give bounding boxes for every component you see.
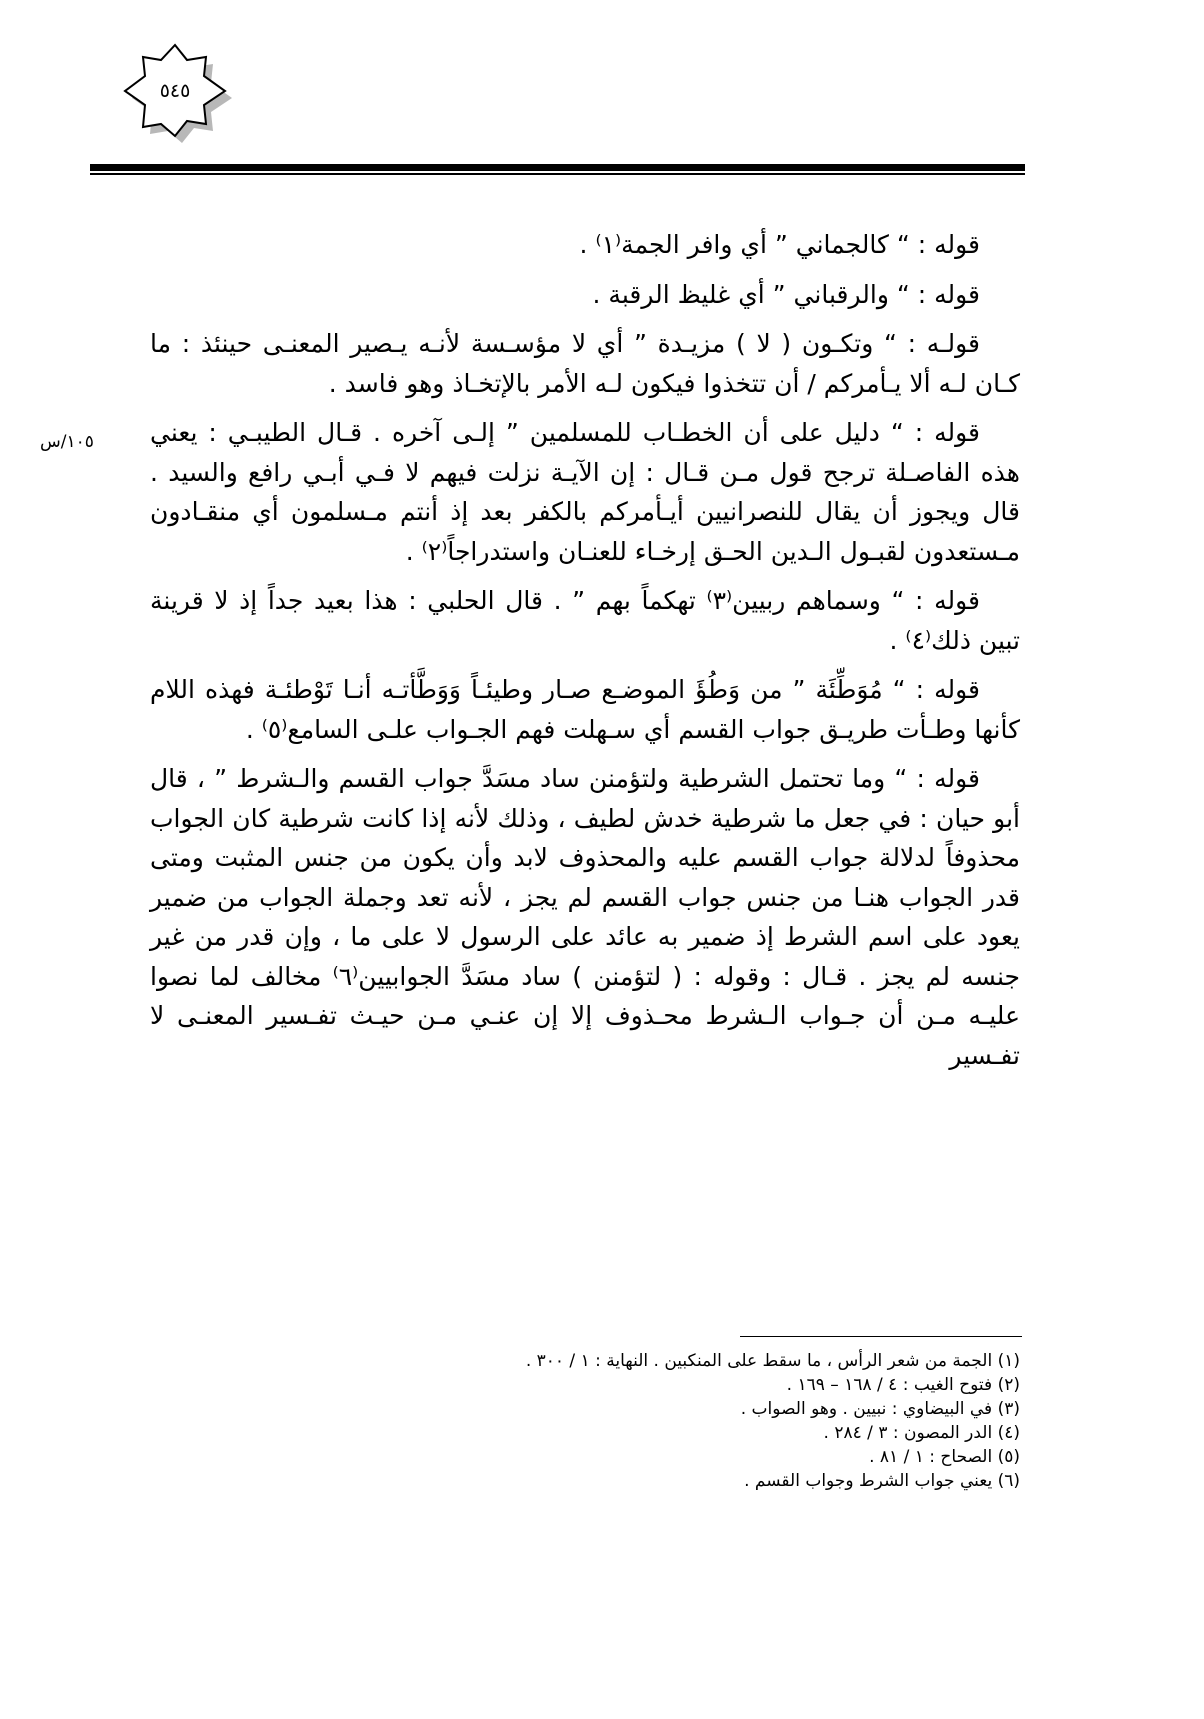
footnote: (١) الجمة من شعر الرأس ، ما سقط على المنكبين . النهاية : ١ / ٣٠٠ . xyxy=(525,1351,1020,1371)
footnotes xyxy=(150,1349,1020,1493)
page-number-badge xyxy=(105,40,245,155)
footnote-separator xyxy=(740,1336,1022,1337)
header-rule-thin xyxy=(90,173,1025,175)
footnote: (٣) في البيضاوي : نبيين . وهو الصواب . xyxy=(740,1399,1020,1419)
paragraph: قوله : “ دليل على أن الخطـاب للمسلمين ” إلـى آخره . قـال الطيبـي : يعني هذه الفاصـلة ترجح قول مـن قـال : إن الآيـة نزلت فيهم لا فـي أبـي رافع والسيد . قال ويجوز أن يقال للنصرانيين أيـأمركم بالكفر بعد إذ أنتم مـسلمون أي منقـادون مـستعدون لقبـول الـدين الحـق إرخـاء للعنـان واستدراجاً⁽٢⁾ . xyxy=(150,418,1020,566)
paragraph: قوله : “ والرقباني ” أي غليظ الرقبة . xyxy=(592,279,980,309)
paragraph: قولـه : “ وتكـون ( لا ) مزيـدة ” أي لا مؤسـسة لأنـه يـصير المعنـى حينئذ : ما كـان لـه ألا يـأمركم / أن تتخذوا فيكون لـه الأمر بالإتخـاذ وهو فاسد . xyxy=(150,329,1020,398)
paragraph: قوله : “ كالجماني ” أي وافر الجمة⁽١⁾ . xyxy=(579,230,980,259)
footnote: (٦) يعني جواب الشرط وجواب القسم . xyxy=(744,1471,1020,1491)
paragraph: قوله : “ وما تحتمل الشرطية ولتؤمنن ساد مسَدَّ جواب القسم والـشرط ” ، قال أبو حيان : في جعل ما شرطية خدش لطيف ، وذلك لأنه إذا كانت شرطية كان الجواب محذوفاً لدلالة جواب القسم عليه والمحذوف لابد وأن يكون من جنس المثبت ومتى قدر الجواب هنـا من جنس جواب القسم لم يجز ، لأنه تعد وجملة الجواب من ضمير يعود على اسم الشرط إذ ضمير به عائد على الرسول لا على ما ، وإن قدر من غير جنسه لم يجز . قـال : وقوله : ( لتؤمنن ) ساد مسَدَّ الجوابيين⁽٦⁾ مخالف لما نصوا عليـه مـن أن جـواب الـشرط محـذوف إلا إن عنـي مـن حيـث تفـسير المعنـى لا تفـسير xyxy=(150,764,1020,1070)
main-text xyxy=(150,225,1020,1085)
paragraph: قوله : “ مُوَطِّئَة ” من وَطُؤَ الموضـع صـار وطيئـاً وَوَطَّأتـه أنـا تَوْطئـة فهذه اللام كأنها وطـأت طريـق جواب القسم أي سـهلت فهم الجـواب علـى السامع⁽٥⁾ . xyxy=(150,675,1020,744)
margin-folio-note: ١٠٥/س xyxy=(40,432,94,452)
page-number: ٥٤٥ xyxy=(159,80,191,102)
footnote: (٥) الصحاح : ١ / ٨١ . xyxy=(869,1447,1020,1467)
footnote: (٤) الدر المصون : ٣ / ٢٨٤ . xyxy=(823,1423,1020,1443)
header-rule-thick xyxy=(90,164,1025,171)
paragraph: قوله : “ وسماهم ربيين⁽٣⁾ تهكماً بهم ” . قال الحلبي : هذا بعيد جداً إذ لا قرينة تبين ذلك⁽٤⁾ . xyxy=(150,586,1020,655)
footnote: (٢) فتوح الغيب : ٤ / ١٦٨ – ١٦٩ . xyxy=(786,1375,1020,1395)
